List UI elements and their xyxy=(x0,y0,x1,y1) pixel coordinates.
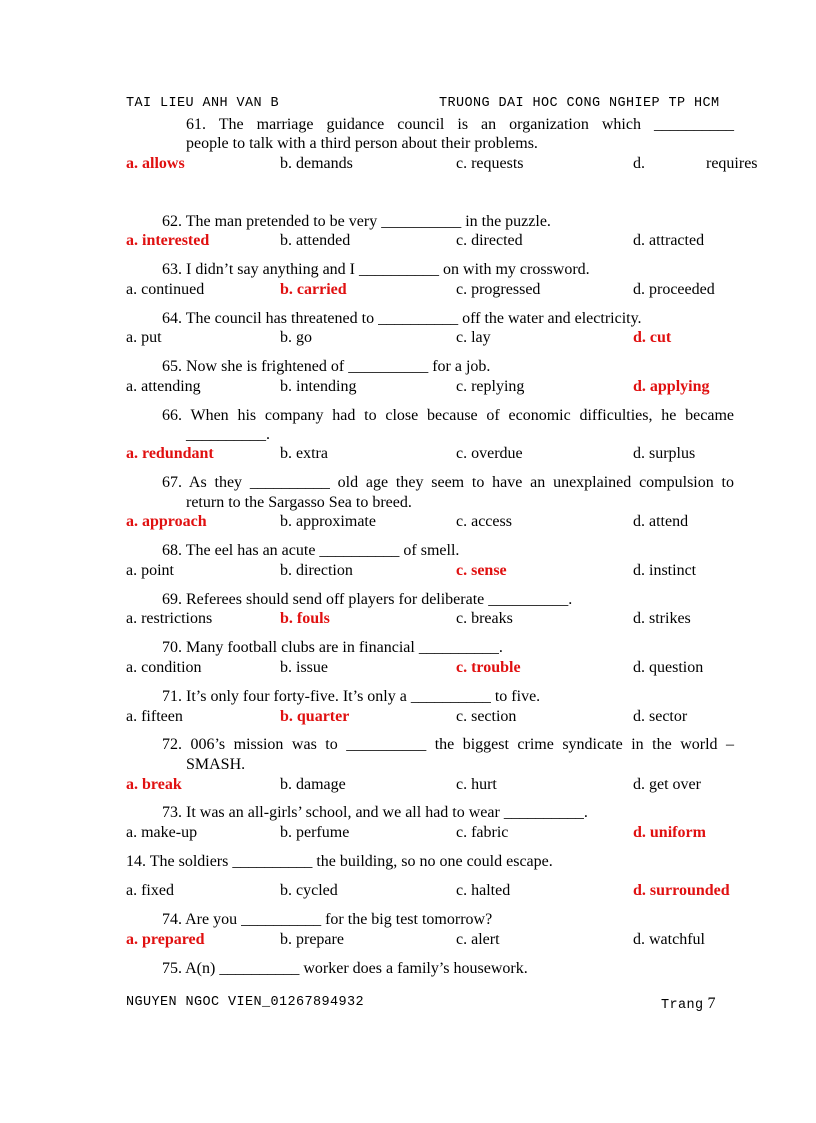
question-72-line1: 72. 006’s mission was to __________ the biggest crime syndicate in the world – xyxy=(162,736,734,753)
option-a: a. condition xyxy=(126,659,202,676)
question-62: 62. The man pretended to be very __________ in the puzzle. xyxy=(162,213,551,230)
question-70: 70. Many football clubs are in financial __________. xyxy=(162,639,503,656)
option-c: c. directed xyxy=(456,232,523,249)
option-c: c. overdue xyxy=(456,445,523,462)
option-c: c. halted xyxy=(456,882,511,899)
question-68: 68. The eel has an acute __________ of smell. xyxy=(162,542,460,559)
option-b: b. fouls xyxy=(280,610,330,627)
question-74: 74. Are you __________ for the big test tomorrow? xyxy=(162,911,493,928)
page-number-value: 7 xyxy=(707,995,716,1012)
option-b: b. approximate xyxy=(280,513,376,530)
question-73: 73. It was an all-girls’ school, and we all had to wear __________. xyxy=(162,804,588,821)
option-d: d. attracted xyxy=(633,232,705,249)
option-c: c. progressed xyxy=(456,281,541,298)
option-d: d. uniform xyxy=(633,824,706,841)
page-number xyxy=(661,995,716,1013)
option-d-text: requires xyxy=(706,155,758,172)
option-c: c. section xyxy=(456,708,517,725)
option-d: d. sector xyxy=(633,708,688,725)
option-b: b. demands xyxy=(280,155,353,172)
option-d: d. xyxy=(633,155,645,172)
option-b: b. carried xyxy=(280,281,347,298)
option-d: d. surrounded xyxy=(633,882,730,899)
option-a: a. interested xyxy=(126,232,210,249)
option-c: c. hurt xyxy=(456,776,497,793)
option-d: d. question xyxy=(633,659,704,676)
option-a: a. fifteen xyxy=(126,708,183,725)
question-72-line2: SMASH. xyxy=(186,756,246,773)
option-d: d. cut xyxy=(633,329,672,346)
option-a: a. redundant xyxy=(126,445,214,462)
question-66-line2: __________. xyxy=(186,426,270,443)
option-c: c. breaks xyxy=(456,610,513,627)
option-d: d. proceeded xyxy=(633,281,715,298)
option-c: c. sense xyxy=(456,562,507,579)
option-a: a. restrictions xyxy=(126,610,213,627)
option-d: d. strikes xyxy=(633,610,691,627)
question-65: 65. Now she is frightened of __________ for a job. xyxy=(162,358,491,375)
question-67-line1: 67. As they __________ old age they seem to have an unexplained compulsion to xyxy=(162,474,734,491)
option-a: a. approach xyxy=(126,513,207,530)
option-c: c. alert xyxy=(456,931,500,948)
option-b: b. cycled xyxy=(280,882,338,899)
option-d: d. surplus xyxy=(633,445,696,462)
option-b: b. prepare xyxy=(280,931,344,948)
option-d: d. attend xyxy=(633,513,689,530)
option-c: c. requests xyxy=(456,155,524,172)
option-a: a. break xyxy=(126,776,182,793)
option-b: b. extra xyxy=(280,445,328,462)
option-d: d. get over xyxy=(633,776,701,793)
question-66-line1: 66. When his company had to close because of economic difficulties, he became xyxy=(162,407,734,424)
option-c: c. replying xyxy=(456,378,525,395)
option-b: b. direction xyxy=(280,562,353,579)
option-a: a. make-up xyxy=(126,824,198,841)
question-67-line2: return to the Sargasso Sea to breed. xyxy=(186,494,412,511)
option-c: c. fabric xyxy=(456,824,509,841)
question-61-line2: people to talk with a third person about their problems. xyxy=(186,135,538,152)
page-label: Trang xyxy=(661,998,704,1013)
question-61-line1: 61. The marriage guidance council is an organization which __________ xyxy=(186,116,734,133)
option-a: a. point xyxy=(126,562,174,579)
option-b: b. damage xyxy=(280,776,346,793)
option-a: a. fixed xyxy=(126,882,174,899)
option-b: b. attended xyxy=(280,232,351,249)
option-b: b. go xyxy=(280,329,312,346)
question-64: 64. The council has threatened to __________ off the water and electricity. xyxy=(162,310,642,327)
footer-left: NGUYEN NGOC VIEN_01267894932 xyxy=(126,995,365,1010)
option-b: b. intending xyxy=(280,378,357,395)
option-b: b. perfume xyxy=(280,824,350,841)
option-c: c. lay xyxy=(456,329,491,346)
header-left: TAI LIEU ANH VAN B xyxy=(126,96,280,111)
question-71: 71. It’s only four forty-five. It’s only a __________ to five. xyxy=(162,688,541,705)
option-d: d. watchful xyxy=(633,931,705,948)
option-a: a. allows xyxy=(126,155,185,172)
option-a: a. attending xyxy=(126,378,201,395)
option-c: c. access xyxy=(456,513,512,530)
option-d: d. applying xyxy=(633,378,710,395)
option-b: b. issue xyxy=(280,659,328,676)
option-a: a. prepared xyxy=(126,931,205,948)
question-69: 69. Referees should send off players for deliberate __________. xyxy=(162,591,573,608)
option-a: a. continued xyxy=(126,281,205,298)
option-d: d. instinct xyxy=(633,562,697,579)
question-75: 75. A(n) __________ worker does a family’s housework. xyxy=(162,960,528,977)
option-c: c. trouble xyxy=(456,659,521,676)
option-a: a. put xyxy=(126,329,162,346)
question-63: 63. I didn’t say anything and I __________ on with my crossword. xyxy=(162,261,590,278)
header-right: TRUONG DAI HOC CONG NGHIEP TP HCM xyxy=(439,96,720,111)
question-14: 14. The soldiers __________ the building, so no one could escape. xyxy=(126,853,553,870)
option-b: b. quarter xyxy=(280,708,350,725)
